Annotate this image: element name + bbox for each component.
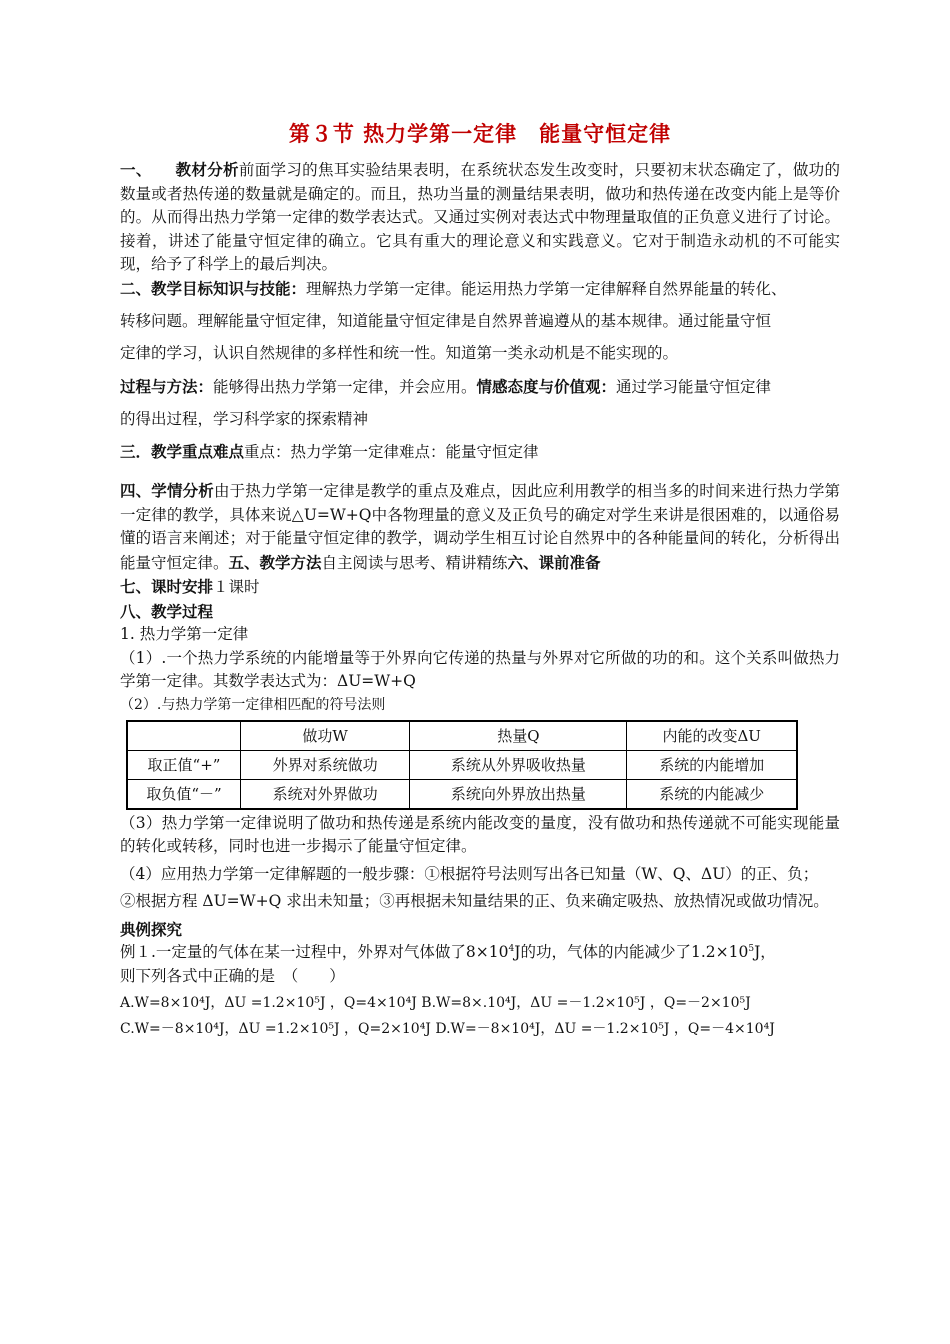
- table-cell: 系统向外界放出热量: [410, 779, 627, 809]
- section-3-text: 重点：热力学第一定律难点：能量守恒定律: [244, 443, 539, 461]
- section-4-heading: 四、学情分析: [120, 481, 214, 500]
- table-cell: 做功W: [241, 721, 410, 751]
- example-1-text-c: J，: [754, 943, 776, 961]
- example-1-question: 则下列各式中正确的是 （ ）: [120, 966, 345, 985]
- section-7-heading: 七、课时安排: [120, 577, 214, 596]
- attitude-heading: 情感态度与价值观：: [476, 376, 617, 396]
- table-cell: 取正值“+”: [127, 750, 241, 779]
- process-method-heading: 过程与方法：: [120, 376, 214, 396]
- table-cell: 热量Q: [410, 721, 627, 751]
- section-2-line-5: 的得出过程，学习科学家的探索精神: [120, 409, 369, 428]
- section-3: [120, 431, 840, 473]
- section-4: [120, 479, 840, 575]
- process-item-1-4-cont: ②根据方程 ΔU=W+Q 求出未知量；③再根据未知量结果的正、负来确定吸热、放热情况或做功情况。: [120, 892, 829, 910]
- section-8-heading: 八、教学过程: [120, 601, 214, 621]
- example-1-text-b: J的功，气体的内能减少了1.2×10: [514, 943, 749, 961]
- table-cell: 内能的改变ΔU: [627, 721, 797, 751]
- section-6-heading: 六、课前准备: [507, 552, 601, 572]
- process-item-1-4: （4）应用热力学第一定律解题的一般步骤：①根据符号法则写出各已知量（W、Q、ΔU）的正、负；: [120, 864, 819, 883]
- section-2-line-2: 转移问题。理解能量守恒定律，知道能量守恒定律是自然界普遍遵从的基本规律。通过能量守恒: [120, 312, 772, 330]
- table-row: [127, 721, 797, 751]
- table-cell: [127, 721, 241, 751]
- section-2-line-1: [120, 277, 840, 302]
- process-item-1: 1. 热力学第一定律: [120, 625, 249, 643]
- exponent: 4: [508, 943, 515, 954]
- sign-rule-table: [126, 720, 798, 810]
- table-cell: 系统对外界做功: [241, 779, 410, 809]
- section-2-line-4: [120, 366, 840, 408]
- section-1-text: 前面学习的焦耳实验结果表明，在系统状态发生改变时，只要初末状态确定了，做功的数量或者热传递的数量就是确定的。而且，热功当量的测量结果表明，做功和热传递在改变内能上是等价的。从而得出热力学第一定律的数学表达式。又通过实例对表达式中物理量取值的正负意义进行了讨论。接着，讲述了能量守恒定律的确立。它具有重大的理论意义和实践意义。它对于制造永动机的不可能实现，给予了科学上的最后判决。: [120, 161, 840, 273]
- process-item-1-2: （2）.与热力学第一定律相匹配的符号法则: [120, 696, 386, 713]
- table-cell: 外界对系统做功: [241, 750, 410, 779]
- page-title: 第３节 热力学第一定律 能量守恒定律: [288, 121, 672, 146]
- table-row: [127, 750, 797, 779]
- table-cell: 系统从外界吸收热量: [410, 750, 627, 779]
- table-cell: 取负值“－”: [127, 779, 241, 809]
- section-3-heading: 三．教学重点难点: [120, 442, 245, 461]
- section-5-text: 自主阅读与思考、精讲精练: [321, 553, 508, 572]
- table-cell: 系统的内能减少: [627, 779, 797, 809]
- section-2-text-1: 理解热力学第一定律。能运用热力学第一定律解释自然界能量的转化、: [306, 279, 787, 298]
- exponent: 5: [748, 943, 755, 954]
- section-1: [120, 158, 840, 277]
- section-2-heading: 二、教学目标知识与技能：: [120, 278, 307, 298]
- option-d: D.W=－8×10⁴J，ΔU =－1.2×10⁵J ，Q=－4×10⁴J: [435, 1021, 775, 1037]
- example-1-text-a: 例１.一定量的气体在某一过程中，外界对气体做了8×10: [120, 943, 509, 961]
- attitude-text: 通过学习能量守恒定律: [616, 377, 772, 396]
- options-line-1: [120, 990, 840, 1016]
- section-2-line-3: 定律的学习，认识自然规律的多样性和统一性。知道第一类永动机是不能实现的。: [120, 344, 679, 362]
- examples-heading: 典例探究: [120, 919, 183, 939]
- section-5-heading: 五、教学方法: [228, 552, 322, 572]
- table-row: [127, 779, 797, 809]
- document-page: [120, 118, 840, 1042]
- option-c: C.W=－8×10⁴J，ΔU =1.2×10⁵J ，Q=2×10⁴J: [120, 1021, 431, 1037]
- option-a: A.W=8×10⁴J，ΔU =1.2×10⁵J ，Q=4×10⁴J: [120, 995, 417, 1011]
- options-line-2: [120, 1016, 840, 1042]
- process-item-1-1: （1）.一个热力学系统的内能增量等于外界向它传递的热量与外界对它所做的功的和。这个关系叫做热力学第一定律。其数学表达式为：ΔU=W+Q: [120, 648, 840, 690]
- process-method-text: 能够得出热力学第一定律，并会应用。: [213, 377, 477, 396]
- section-4-text: 由于热力学第一定律是教学的重点及难点，因此应利用教学的相当多的时间来进行热力学第一定律的教学，具体来说△U=W+Q中各物理量的意义及正负号的确定对学生来讲是很困难的，以通俗易懂的语言来阐述；对于能量守恒定律的教学，调动学生相互讨论自然界中的各种能量间的转化，分析得出能量守恒定律。: [120, 482, 840, 572]
- section-7: [120, 575, 840, 600]
- section-7-text: １课时: [213, 578, 260, 596]
- example-1: [120, 941, 840, 988]
- option-b: B.W=8×.10⁴J，ΔU =－1.2×10⁵J ，Q=－2×10⁵J: [421, 995, 751, 1011]
- section-1-heading: 一、 教材分析: [120, 160, 239, 179]
- table-cell: 系统的内能增加: [627, 750, 797, 779]
- process-item-1-3: （3）热力学第一定律说明了做功和热传递是系统内能改变的量度，没有做功和热传递就不可能实现能量的转化或转移，同时也进一步揭示了能量守恒定律。: [120, 813, 840, 855]
